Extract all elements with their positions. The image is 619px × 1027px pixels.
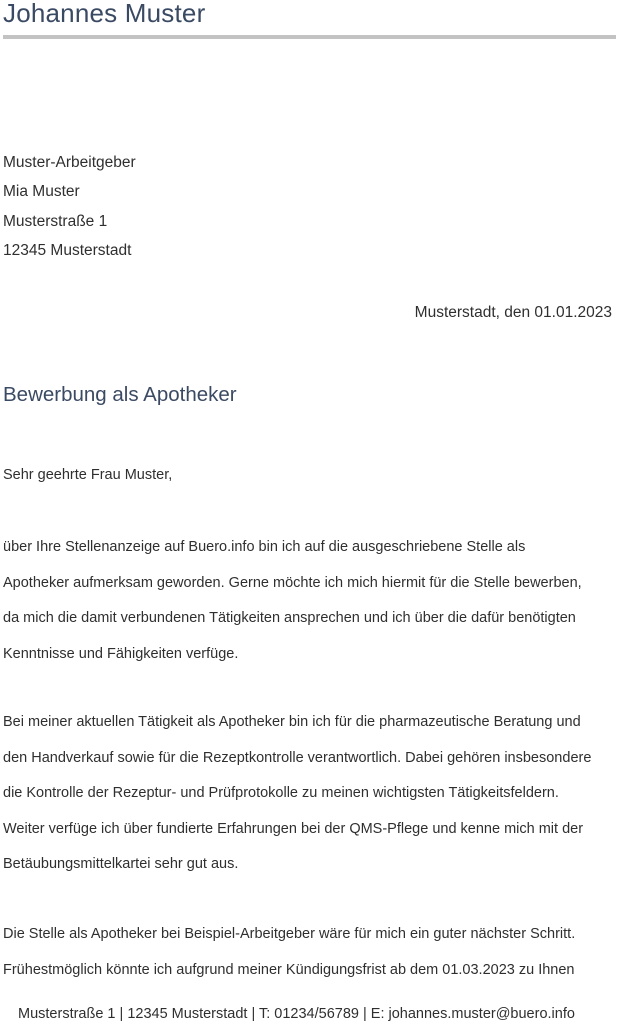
- salutation: Sehr geehrte Frau Muster,: [3, 467, 173, 483]
- paragraph-line: Weiter verfüge ich über fundierte Erfahrungen bei der QMS-Pflege und kenne mich mit der: [3, 820, 584, 837]
- paragraph-line: Betäubungsmittelkartei sehr gut aus.: [3, 856, 239, 872]
- body-paragraph: [3, 705, 591, 883]
- header-divider: [3, 35, 616, 39]
- recipient-address: [3, 148, 136, 265]
- paragraph-line: den Handverkauf sowie für die Rezeptkontrolle verantwortlich. Dabei gehören insbesondere: [3, 749, 592, 766]
- paragraph-line: da mich die damit verbundenen Tätigkeiten ansprechen und ich über die dafür benötigten: [3, 610, 576, 626]
- recipient-city: 12345 Musterstadt: [3, 241, 132, 259]
- paragraph-line: über Ihre Stellenanzeige auf Buero.info bin ich auf die ausgeschriebene Stelle als: [3, 539, 526, 555]
- paragraph-line: Apotheker aufmerksam geworden. Gerne möchte ich mich hiermit für die Stelle bewerben,: [3, 574, 582, 591]
- footer-contact: Musterstraße 1 | 12345 Musterstadt | T: 01234/56789 | E: johannes.muster@buero.info: [18, 1006, 579, 1022]
- body-paragraph: [3, 530, 582, 672]
- recipient-company: Muster-Arbeitgeber: [3, 154, 136, 171]
- paragraph-line: die Kontrolle der Rezeptur- und Prüfprotokolle zu meinen wichtigsten Tätigkeitsfeldern.: [3, 785, 559, 801]
- paragraph-line: Frühestmöglich könnte ich aufgrund meiner Kündigungsfrist ab dem 01.03.2023 zu Ihnen: [3, 961, 575, 978]
- date-line: Musterstadt, den 01.01.2023: [414, 304, 612, 321]
- paragraph-line: Kenntnisse und Fähigkeiten verfüge.: [3, 645, 239, 662]
- paragraph-line: Die Stelle als Apotheker bei Beispiel-Arbeitgeber wäre für mich ein guter nächster Schritt.: [3, 926, 576, 942]
- recipient-person: Mia Muster: [3, 183, 80, 201]
- paragraph-line: Bei meiner aktuellen Tätigkeit als Apotheker bin ich für die pharmazeutische Beratung und: [3, 714, 581, 730]
- recipient-street: Musterstraße 1: [3, 212, 108, 230]
- body-paragraph: [3, 917, 575, 988]
- sender-name: Johannes Muster: [3, 0, 206, 28]
- letter-subject: Bewerbung als Apotheker: [3, 383, 237, 406]
